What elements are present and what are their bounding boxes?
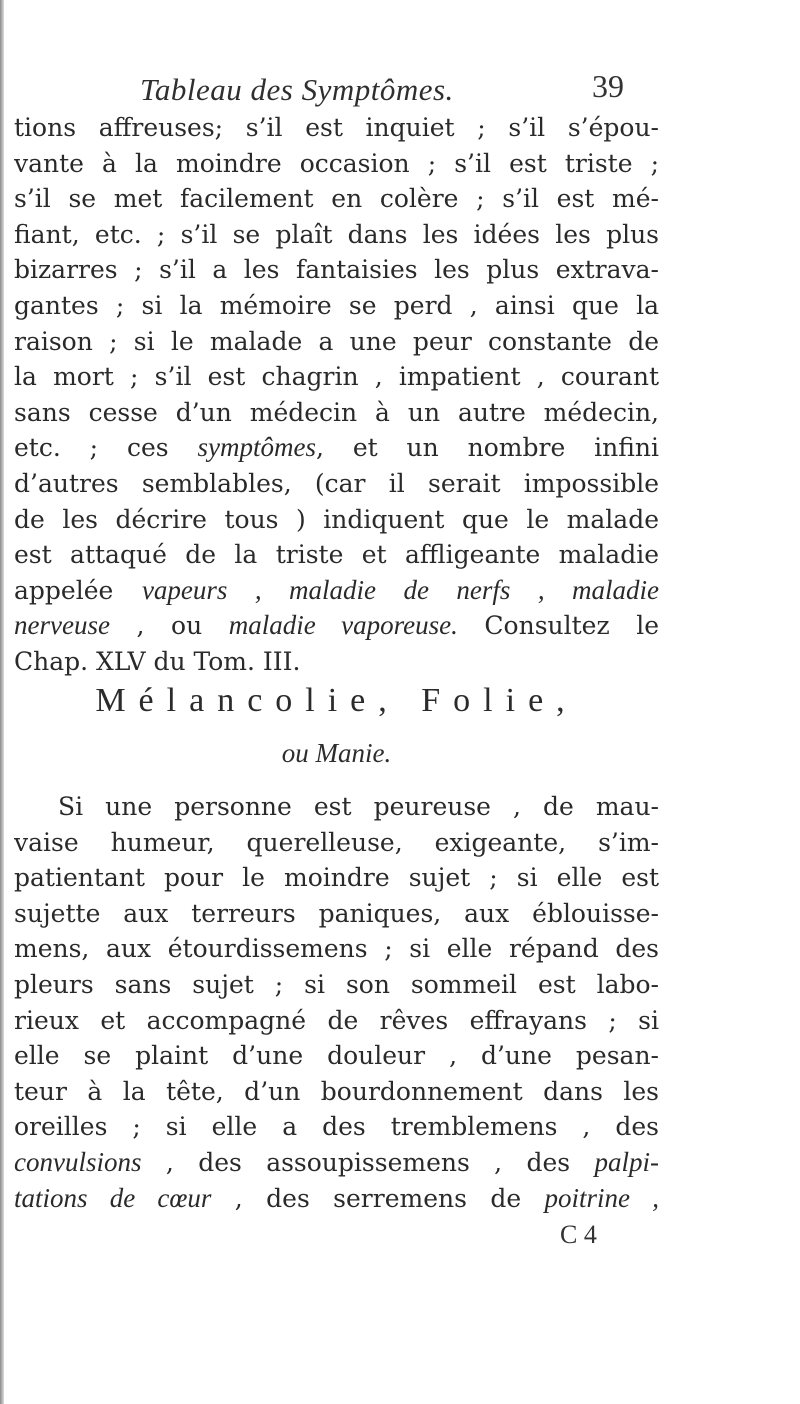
text-run: elle se plaint d’une douleur , d’une pesan- (14, 1041, 659, 1071)
italic-run: convulsions (14, 1146, 142, 1177)
text-run: appelée (14, 575, 142, 605)
text-line (14, 217, 659, 253)
text-line (14, 608, 659, 644)
section-subtitle: ou Manie. (281, 738, 392, 768)
text-line (14, 1145, 659, 1181)
text-run: , des assoupissemens , des (141, 1147, 595, 1177)
text-run: rieux et accompagné de rêves effrayans ; si (14, 1005, 659, 1035)
section-title: Mélancolie, Folie, (95, 682, 578, 719)
text-line (14, 931, 659, 967)
text-line (14, 1038, 659, 1074)
text-run: est attaqué de la triste et affligeante maladie (14, 540, 659, 570)
text-line (14, 896, 659, 932)
text-run: raison ; si le malade a une peur constante de (14, 326, 659, 356)
italic-run: poitrine , (544, 1182, 659, 1213)
text-line (14, 252, 659, 288)
text-run: mens, aux étourdissemens ; si elle répand des (14, 934, 659, 964)
text-line (14, 825, 659, 861)
italic-run: nerveuse (14, 610, 110, 641)
text-run: sujette aux terreurs paniques, aux éblouisse- (14, 898, 659, 928)
text-run: , et un nombre infini (315, 433, 659, 463)
signature-mark: C 4 (560, 1220, 597, 1249)
text-run: sans cesse d’un médecin à un autre médecin, (14, 397, 659, 427)
text-line (14, 181, 659, 217)
text-run: de les décrire tous ) indiquent que le malade (14, 504, 659, 534)
text-line (14, 324, 659, 360)
text-line (14, 395, 659, 431)
page-edge-shadow (0, 0, 4, 1404)
text-line (14, 288, 659, 324)
text-run: gantes ; si la mémoire se perd , ainsi que la (14, 290, 659, 320)
text-line (14, 573, 659, 609)
text-line (14, 537, 659, 573)
text-line (14, 110, 659, 146)
text-run: vante à la moindre occasion ; s’il est triste ; (14, 148, 659, 178)
page-number: 39 (592, 68, 624, 104)
text-run: fiant, etc. ; s’il se plaît dans les idées les plus (14, 219, 659, 249)
text-run: vaise humeur, querelleuse, exigeante, s’im- (14, 827, 659, 857)
text-run: tions affreuses; s’il est inquiet ; s’il s’épou- (14, 113, 659, 142)
text-line (14, 860, 659, 896)
text-run: s’il se met facilement en colère ; s’il est mé- (14, 184, 659, 214)
text-run: patientant pour le moindre sujet ; si elle est (14, 863, 659, 893)
text-run: Consultez le (457, 611, 659, 641)
text-line (14, 967, 659, 1003)
text-line (14, 1003, 659, 1039)
text-run: , des serremens de (211, 1183, 545, 1213)
text-line (14, 1109, 659, 1145)
text-line (14, 430, 659, 466)
text-run: d’autres semblables, (car il serait impossible (14, 468, 659, 498)
text-run: Si une personne est peureuse , de mau- (58, 792, 659, 821)
text-line (14, 502, 659, 538)
text-run: la mort ; s’il est chagrin , impatient , courant (14, 362, 659, 392)
italic-run: tations de cœur (14, 1182, 212, 1213)
text-line (14, 1181, 659, 1217)
text-line (14, 789, 659, 825)
text-line (14, 146, 659, 182)
text-run: Chap. XLV du Tom. III. (14, 646, 301, 676)
italic-run: maladie vaporeuse. (228, 610, 458, 641)
running-head: Tableau des Symptômes. (140, 72, 454, 107)
page-header (0, 64, 800, 108)
text-line (14, 1074, 659, 1110)
text-line (14, 644, 659, 680)
paragraph-melancolie (14, 789, 659, 1216)
italic-run: symptômes (197, 432, 316, 463)
text-run: pleurs sans sujet ; si son sommeil est labo- (14, 969, 659, 999)
text-run: etc. ; ces (14, 433, 198, 463)
paragraph-vapeurs (14, 110, 659, 680)
italic-run: vapeurs , maladie de nerfs , maladie (141, 574, 659, 605)
italic-run: palpi- (594, 1146, 659, 1177)
text-run: teur à la tête, d’un bourdonnement dans les (14, 1076, 659, 1106)
text-run: bizarres ; s’il a les fantaisies les plus extrava- (14, 255, 659, 285)
text-line (14, 466, 659, 502)
text-run: oreilles ; si elle a des tremblemens , des (14, 1112, 659, 1142)
text-run: , ou (109, 611, 229, 641)
text-line (14, 359, 659, 395)
